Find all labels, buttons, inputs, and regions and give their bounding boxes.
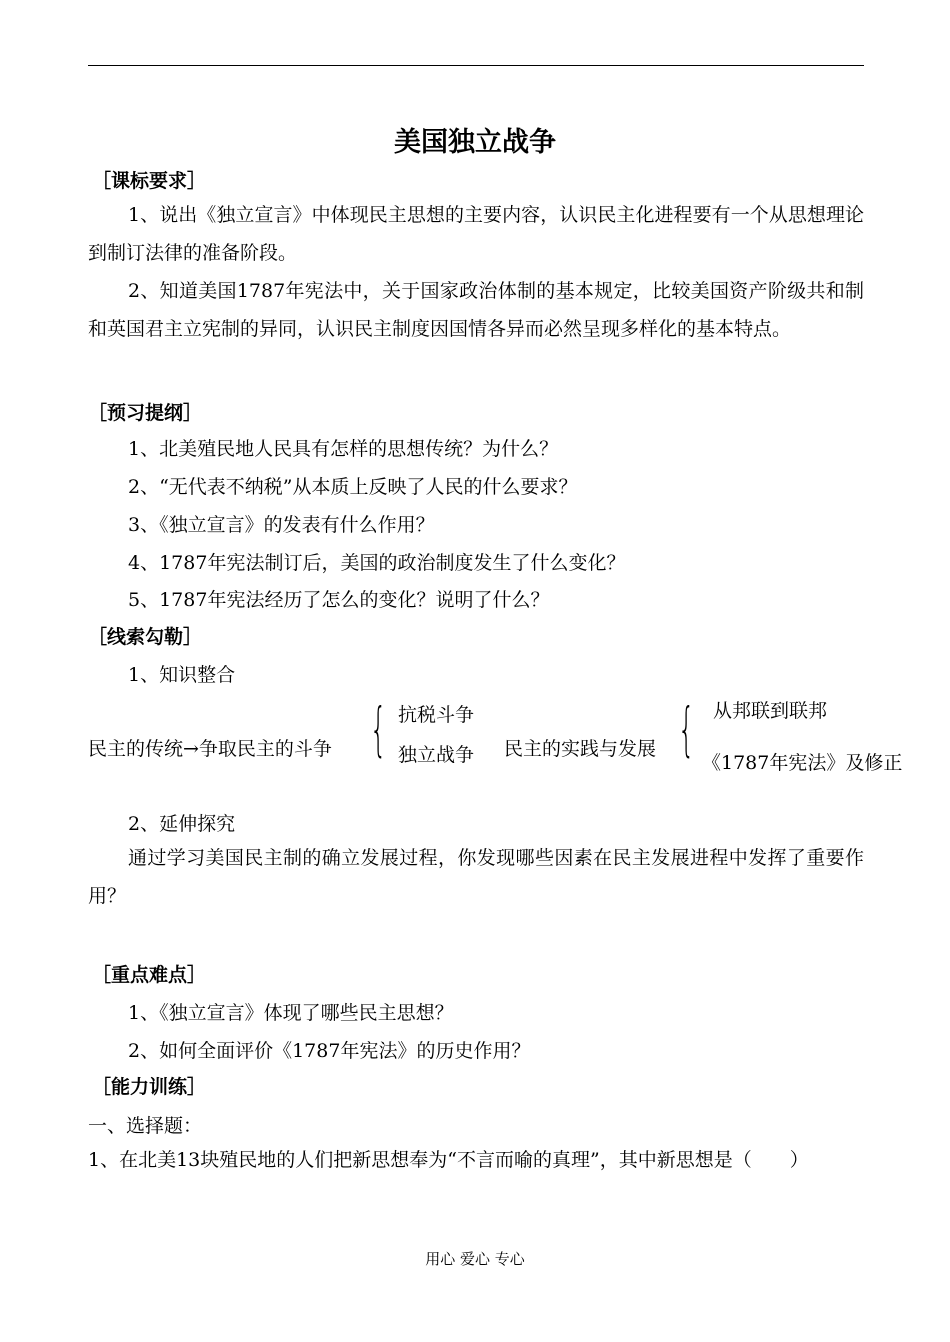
section-preview: ［预习提纲］ — [88, 402, 203, 424]
preview-item-2: 2、“无代表不纳税”从本质上反映了人民的什么要求？ — [128, 476, 578, 498]
page-title: 美国独立战争 — [394, 127, 556, 158]
diagram-branch-a-2: 独立战争 — [398, 744, 475, 766]
section-clues: ［线索勾勒］ — [88, 626, 203, 648]
diagram-branch-b-2: 《1787年宪法》及修正 — [702, 752, 903, 774]
left-brace-icon: { — [370, 695, 387, 763]
header-rule — [88, 65, 864, 66]
section-training: ［能力训练］ — [92, 1076, 207, 1098]
key-point-2: 2、如何全面评价《1787年宪法》的历史作用？ — [128, 1040, 531, 1062]
clues-subheading-2: 2、延伸探究 — [128, 813, 236, 835]
diagram-branch-a-1: 抗税斗争 — [398, 704, 475, 726]
key-point-1: 1、《独立宣言》体现了哪些民主思想？ — [128, 1002, 454, 1024]
training-part-heading: 一、选择题： — [88, 1115, 203, 1137]
preview-item-4: 4、1787年宪法制订后，美国的政治制度发生了什么变化？ — [128, 552, 626, 574]
curriculum-item-2: 2、知道美国1787年宪法中，关于国家政治体制的基本规定，比较美国资产阶级共和制和英国君主立宪制的异同，认识民主制度因国情各异而必然呈现多样化的基本特点。 — [88, 280, 864, 340]
preview-item-3: 3、《独立宣言》的发表有什么作用？ — [128, 514, 435, 536]
left-brace-icon-2: { — [678, 695, 695, 763]
page-footer: 用心 爱心 专心 — [425, 1250, 525, 1268]
section-curriculum: ［课标要求］ — [92, 170, 207, 192]
diagram-branch-b-1: 从邦联到联邦 — [713, 700, 828, 722]
explore-paragraph: 通过学习美国民主制的确立发展过程，你发现哪些因素在民主发展进程中发挥了重要作用？ — [88, 847, 864, 907]
preview-item-1: 1、北美殖民地人民具有怎样的思想传统？为什么？ — [128, 438, 559, 460]
curriculum-item-1: 1、说出《独立宣言》中体现民主思想的主要内容，认识民主化进程要有一个从思想理论到制订法律的准备阶段。 — [88, 204, 864, 264]
diagram-root: 民主的传统→争取民主的斗争 — [88, 738, 332, 760]
section-key-points: ［重点难点］ — [92, 964, 207, 986]
preview-item-5: 5、1787年宪法经历了怎么的变化？说明了什么？ — [128, 589, 550, 611]
question-1: 1、在北美13块殖民地的人们把新思想奉为“不言而喻的真理”，其中新思想是（ ） — [88, 1149, 809, 1171]
diagram-middle: 民主的实践与发展 — [504, 738, 657, 760]
clues-subheading-1: 1、知识整合 — [128, 664, 236, 686]
